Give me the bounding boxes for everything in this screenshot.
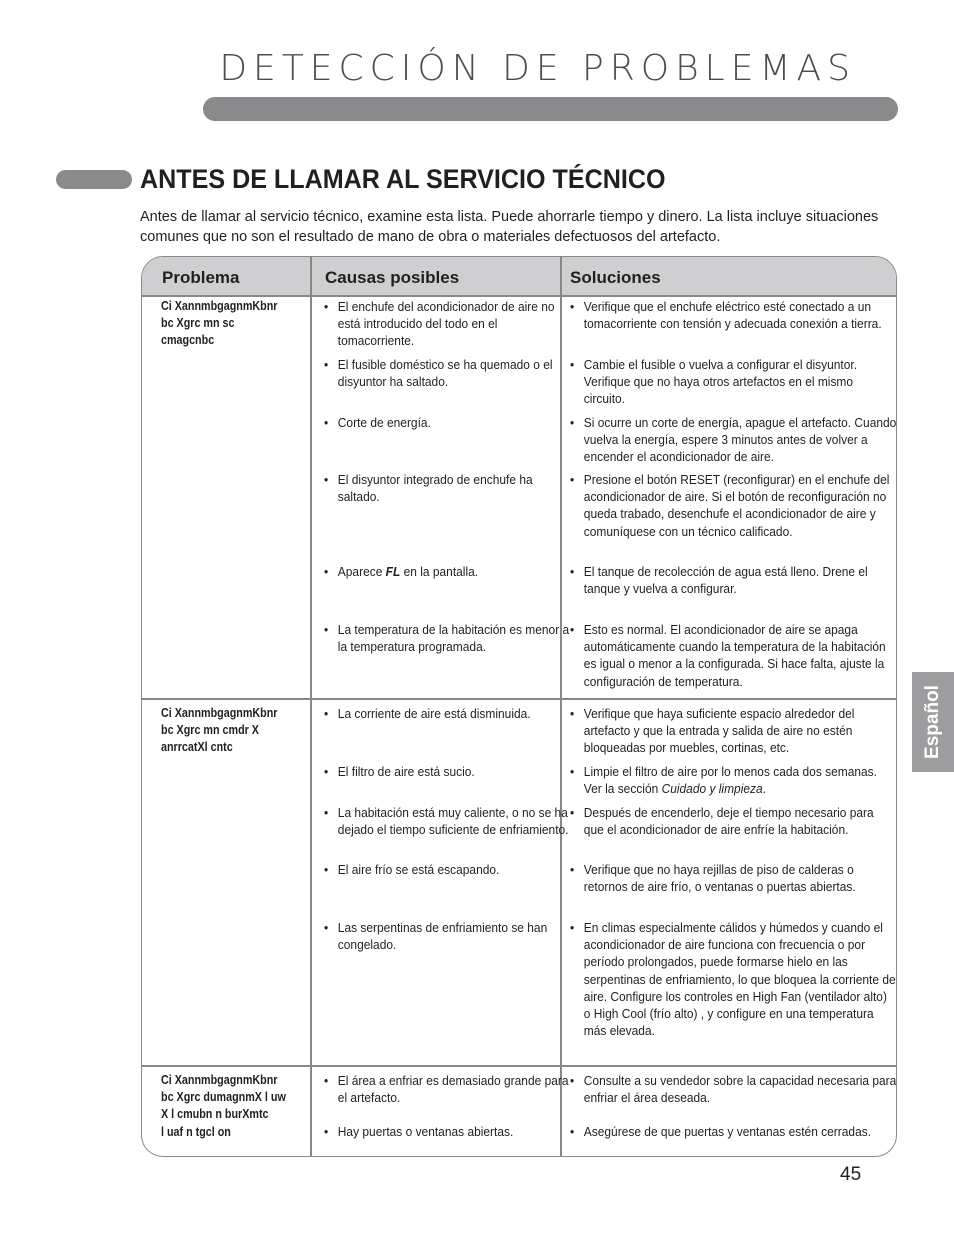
problem-text: Ci XannmbgagnmKbnr bc Xgrc dumagnmX l uw X l cmubn n burXmtc l uaf n tgcl on <box>161 1073 286 1139</box>
solution-item: • Si ocurre un corte de energía, apague el artefacto. Cuando vuelva la energía, espere 3 minutos antes de volver a encender el acondicionador de aire. <box>570 414 897 466</box>
cause-item: • La habitación está muy caliente, o no se ha dejado el tiempo suficiente de enfriamiento. <box>324 804 572 838</box>
page-title: DETECCIÓN DE PROBLEMAS <box>219 48 856 89</box>
row-divider <box>142 698 896 700</box>
intro-text: Antes de llamar al servicio técnico, examine esta lista. Puede ahorrarle tiempo y dinero. La lista incluye situaciones comunes que no son el resultado de mano de obra o materiales defectuosos del artefacto. <box>140 209 879 245</box>
solution-item: • Presione el botón RESET (reconfigurar) en el enchufe del acondicionador de aire. Si el botón de reconfiguración no queda trabado, desenchufe el acondicionador de aire y comuníquese con un técnico calificado. <box>570 471 897 540</box>
solution-item: • En climas especialmente cálidos y húmedos y cuando el acondicionador de aire funciona con frecuencia o por período prolongados, puede formarse hielo en las serpentinas de enfriamiento, lo que bloquea la corriente de aire. Configure los controles en High Fan (ventilador alto) o High Cool (frío alto) , y configure en una temperatura más elevada. <box>570 919 897 1039</box>
solution-item: • Verifique que el enchufe eléctrico esté conectado a un tomacorriente con tensión y adecuada conexión a tierra. <box>570 298 897 332</box>
cause-item: • El fusible doméstico se ha quemado o el disyuntor ha saltado. <box>324 356 572 390</box>
table-header <box>142 257 896 297</box>
solution-item: • Limpie el filtro de aire por lo menos cada dos semanas. Ver la sección Cuidado y limpieza. <box>570 763 897 797</box>
solution-item: • Verifique que haya suficiente espacio alrededor del artefacto y que la entrada y salida de aire no estén bloqueadas por muebles, cortinas, etc. <box>570 705 897 757</box>
problem-text: Ci XannmbgagnmKbnr bc Xgrc mn sc cmagcnbc <box>161 299 278 348</box>
solution-item: • Cambie el fusible o vuelva a configurar el disyuntor. Verifique que no haya otros artefactos en el mismo circuito. <box>570 356 897 408</box>
solution-item: • Asegúrese de que puertas y ventanas estén cerradas. <box>570 1123 897 1140</box>
fl-code: FL <box>385 564 401 579</box>
column-divider <box>310 257 312 1156</box>
header-solutions: Soluciones <box>570 268 661 287</box>
cause-item: • Las serpentinas de enfriamiento se han congelado. <box>324 919 572 953</box>
row-divider <box>142 1065 896 1067</box>
solution-item: • El tanque de recolección de agua está lleno. Drene el tanque y vuelva a configurar. <box>570 563 897 597</box>
cause-item: • Hay puertas o ventanas abiertas. <box>324 1123 572 1140</box>
language-tab: Español <box>912 672 954 772</box>
solution-item: • Verifique que no haya rejillas de piso de calderas o retornos de aire frío, o ventanas o puertas abiertas. <box>570 861 897 895</box>
cause-item: • El enchufe del acondicionador de aire no está introducido del todo en el tomacorriente. <box>324 298 572 350</box>
cause-item: • Corte de energía. <box>324 414 572 431</box>
section-pill <box>56 170 132 189</box>
cause-item: • El disyuntor integrado de enchufe ha saltado. <box>324 471 572 505</box>
cause-item: • Aparece FL en la pantalla. <box>324 563 572 580</box>
page-number: 45 <box>840 1164 862 1185</box>
header-causes: Causas posibles <box>325 268 460 287</box>
cause-item: • El filtro de aire está sucio. <box>324 763 572 780</box>
troubleshooting-table <box>141 256 897 1157</box>
solution-item: • Consulte a su vendedor sobre la capacidad necesaria para enfriar el área deseada. <box>570 1072 897 1106</box>
cause-item: • La temperatura de la habitación es menor a la temperatura programada. <box>324 621 572 655</box>
solution-item: • Esto es normal. El acondicionador de aire se apaga automáticamente cuando la temperatura de la habitación es igual o menor a la configurada. Si hace falta, ajuste la configuración de temperatura. <box>570 621 897 690</box>
problem-text: Ci XannmbgagnmKbnr bc Xgrc mn cmdr X anrrcatXl cntc <box>161 706 278 755</box>
header-problem: Problema <box>162 268 240 287</box>
cause-item: • El área a enfriar es demasiado grande para el artefacto. <box>324 1072 572 1106</box>
cause-item: • El aire frío se está escapando. <box>324 861 572 878</box>
section-title: ANTES DE LLAMAR AL SERVICIO TÉCNICO <box>140 164 666 194</box>
title-bar <box>203 97 898 121</box>
cause-item: • La corriente de aire está disminuida. <box>324 705 572 722</box>
solution-item: • Después de encenderlo, deje el tiempo necesario para que el acondicionador de aire enfríe la habitación. <box>570 804 897 838</box>
